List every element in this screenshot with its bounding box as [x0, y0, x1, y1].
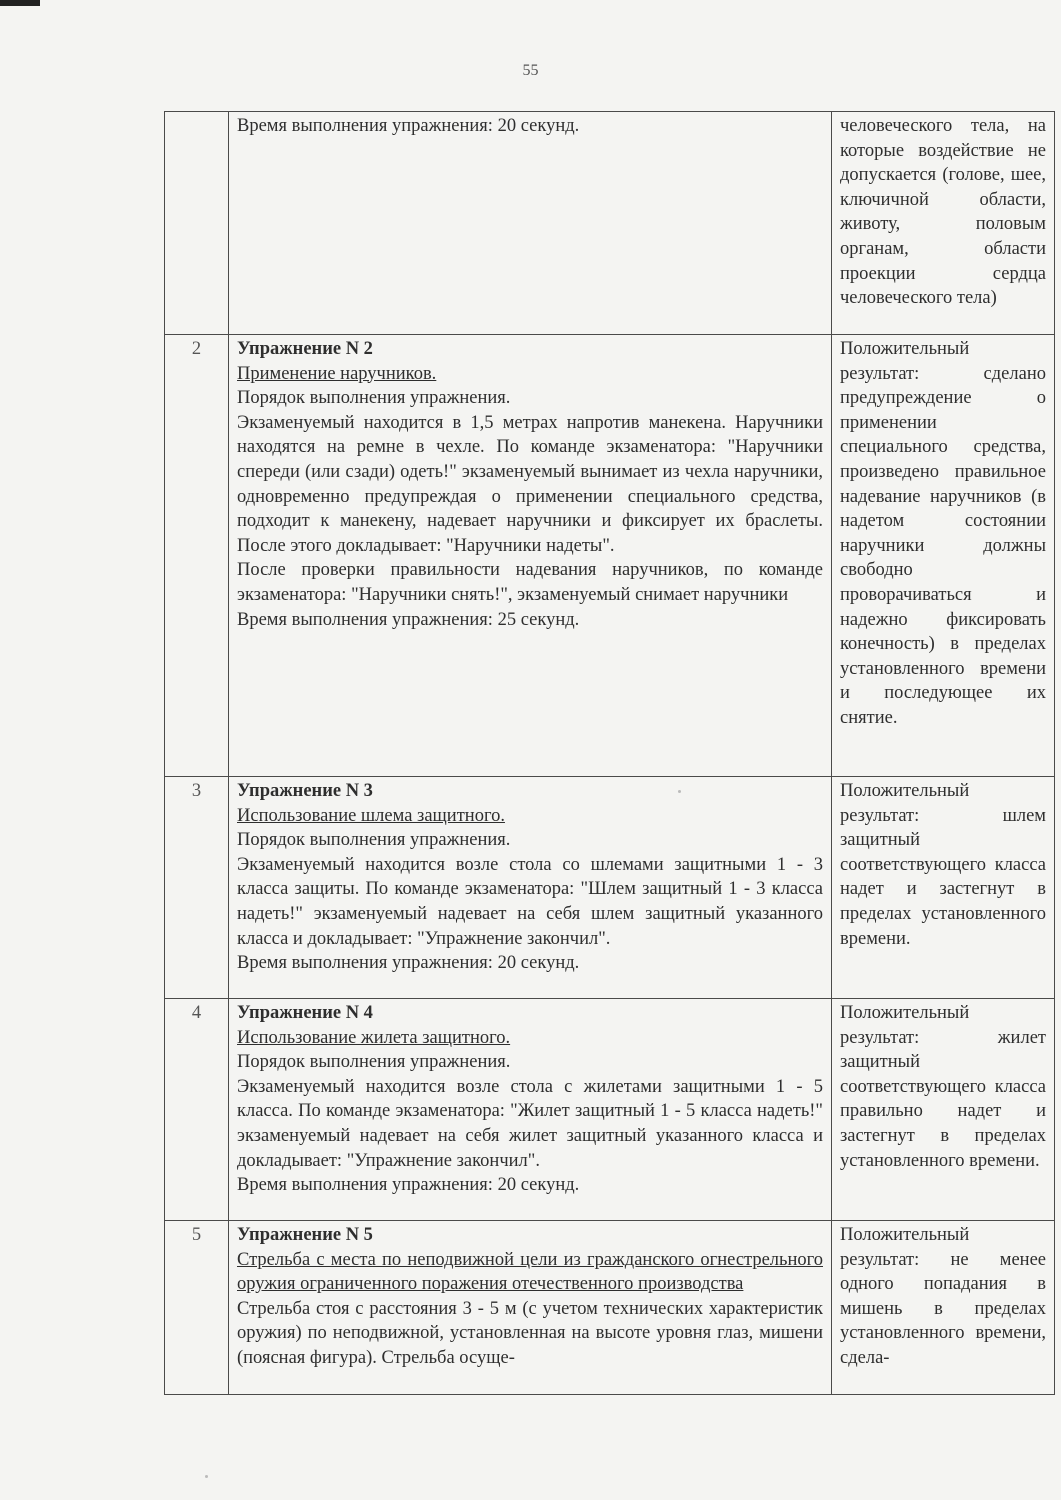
- exercise-title: Упражнение N 4: [237, 1003, 373, 1023]
- scan-edge-mark: [0, 0, 40, 6]
- exercise-line: Стрельба стоя с расстояния 3 - 5 м (с учетом технических характеристик оружия) по неподвижной, установленная на высоте уровня глаз, мишени (поясная фигура). Стрельба осуще-: [237, 1298, 823, 1368]
- exercise-subtitle: Использование жилета защитного.: [237, 1027, 511, 1048]
- row-number: 4: [165, 999, 229, 1221]
- exercise-line: Время выполнения упражнения: 20 секунд.: [237, 953, 580, 974]
- exercise-line: После проверки правильности надевания наручников, по команде экзаменатора: "Наручники снять!", экзаменуемый снимает наручники: [237, 560, 823, 605]
- scan-speck: [678, 790, 681, 793]
- scan-speck: [205, 1475, 208, 1478]
- exercise-line: Экзаменуемый находится возле стола со шлемами защитными 1 - 3 класса защиты. По команде экзаменатора: "Шлем защитный 1 - 3 класса надеть!" экзаменуемый надевает на себя шлем защитный указанного класса и докладывает: "Упражнение закончил".: [237, 854, 823, 949]
- result-criteria: человеческого тела, на которые воздействие не допускается (голове, шее, ключичной области, животу, половым органам, области проекции сердца человеческого тела): [832, 112, 1055, 335]
- table-row: [165, 777, 1055, 999]
- exercise-subtitle: Применение наручников.: [237, 363, 437, 384]
- exercise-description: [229, 112, 832, 335]
- exercise-title: Упражнение N 3: [237, 781, 373, 801]
- exercise-table: [164, 111, 1055, 1395]
- exercise-title: Упражнение N 5: [237, 1225, 373, 1245]
- page-number: 55: [522, 62, 539, 79]
- row-number: 3: [165, 777, 229, 999]
- exercise-line: Порядок выполнения упражнения.: [237, 830, 511, 851]
- exercise-title: Упражнение N 2: [237, 339, 373, 359]
- exercise-line: Время выполнения упражнения: 25 секунд.: [237, 609, 580, 630]
- row-number: 2: [165, 335, 229, 777]
- table-row: [165, 335, 1055, 777]
- exercise-line: Порядок выполнения упражнения.: [237, 388, 511, 409]
- result-criteria: Положительный результат: сделано предупреждение о применении специального средства, произведено правильное надевание наручников (в надетом состоянии наручники должны свободно проворачиваться и надежно фиксировать конечность) в пределах установленного времени и последующее их снятие.: [832, 335, 1055, 777]
- exercise-line: Экзаменуемый находится в 1,5 метрах напротив манекена. Наручники находятся на ремне в чехле. По команде экзаменатора: "Наручники спереди (или сзади) одеть!" экзаменуемый вынимает из чехла наручники, одновременно предупреждая о применении специального средства, подходит к манекену, надевает наручники и фиксирует их браслеты. После этого докладывает: "Наручники надеты".: [237, 412, 823, 556]
- exercise-description: [229, 335, 832, 777]
- result-criteria: Положительный результат: жилет защитный соответствующего класса правильно надет и застегнут в пределах установленного времени.: [832, 999, 1055, 1221]
- result-criteria: Положительный результат: не менее одного попадания в мишень в пределах установленного времени, сдела-: [832, 1221, 1055, 1395]
- exercise-subtitle: Использование шлема защитного.: [237, 805, 505, 826]
- table-row: [165, 1221, 1055, 1395]
- exercise-line: Экзаменуемый находится возле стола с жилетами защитными 1 - 5 класса. По команде экзаменатора: "Жилет защитный 1 - 5 класса надеть!" экзаменуемый надевает на себя жилет защитный указанного класса и докладывает: "Упражнение закончил".: [237, 1076, 823, 1171]
- exercise-line: Время выполнения упражнения: 20 секунд.: [237, 1175, 580, 1196]
- exercise-line: Порядок выполнения упражнения.: [237, 1052, 511, 1073]
- result-criteria: Положительный результат: шлем защитный соответствующего класса надет и застегнут в пределах установленного времени.: [832, 777, 1055, 999]
- row-number: [165, 112, 229, 335]
- table-row: [165, 999, 1055, 1221]
- exercise-description: [229, 1221, 832, 1395]
- exercise-line: Время выполнения упражнения: 20 секунд.: [237, 116, 580, 136]
- table-row: [165, 112, 1055, 335]
- exercise-description: [229, 777, 832, 999]
- exercise-subtitle: Стрельба с места по неподвижной цели из гражданского огнестрельного оружия ограниченного поражения отечественного производства: [237, 1249, 823, 1295]
- row-number: 5: [165, 1221, 229, 1395]
- exercise-description: [229, 999, 832, 1221]
